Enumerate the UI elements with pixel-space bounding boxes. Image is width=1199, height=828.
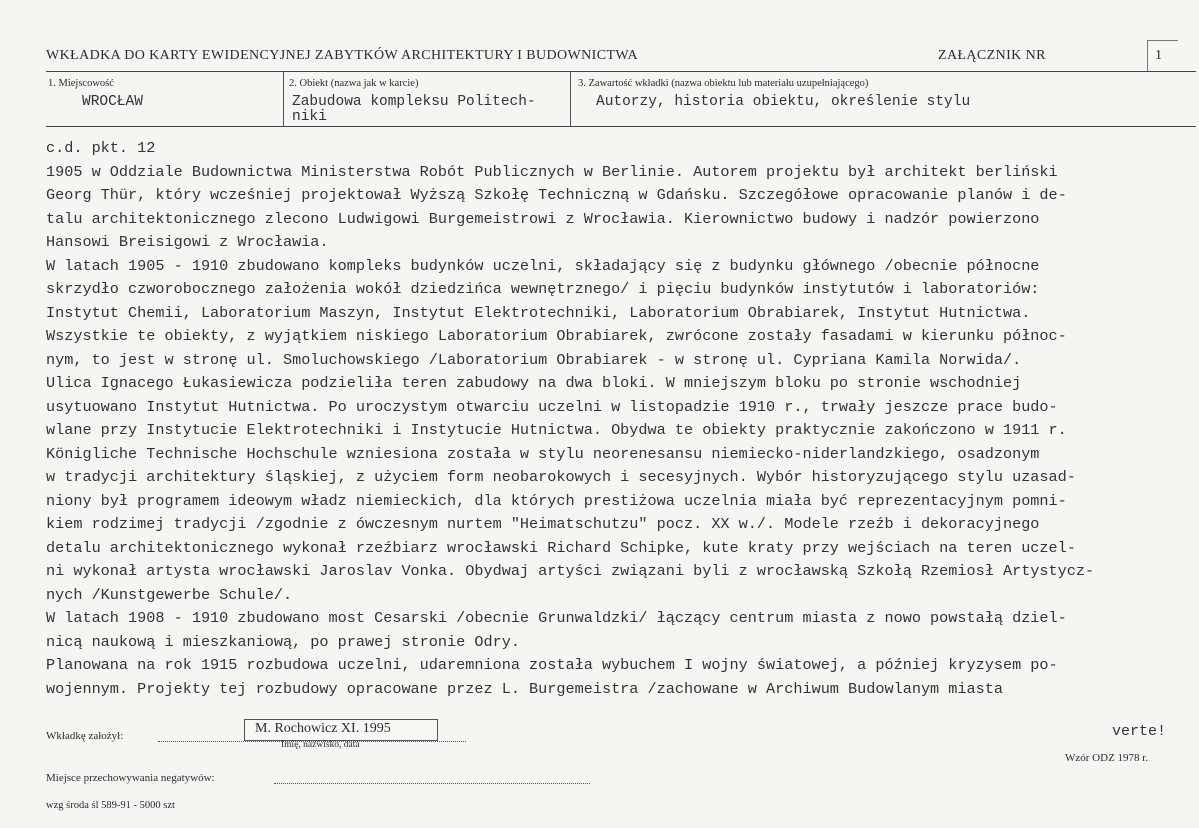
text-line: Hansowi Breisigowi z Wrocławia. <box>46 233 329 251</box>
attachment-number-box <box>1147 40 1178 71</box>
text-line: Ulica Ignacego Łukasiewicza podzieliła teren zabudowy na dwa bloki. W mniejszym bloku po stronie wschodniej <box>46 374 1022 392</box>
text-line: Königliche Technische Hochschule wzniesiona została w stylu neorenesansu niemiecko-niderlandzkiego, osadzonym <box>46 444 1040 463</box>
text-line: wojennym. Projekty tej rozbudowy opracowane przez L. Burgemeistra /zachowane w Archiwum Budowlanym miasta <box>46 679 1003 698</box>
text-line: detalu architektonicznego wykonał rzeźbiarz wrocławski Richard Schipke, kute kraty przy wejściach na teren uczel- <box>46 538 1076 557</box>
print-info: wzg środa śl 589-91 - 5000 szt <box>46 800 175 811</box>
content-label: 3. Zawartość wkładki (nazwa obiektu lub materiału uzupełniającego) <box>578 78 869 89</box>
prepared-by-label: Wkładkę założył: <box>46 730 124 742</box>
text-line: 1905 w Oddziale Budownictwa Ministerstwa Robót Publicznych w Berlinie. Autorem projektu był architekt berliński <box>46 162 1058 181</box>
negatives-location-dotted-line <box>274 783 590 784</box>
text-line: talu architektonicznego zlecono Ludwigowi Burgemeistrowi z Wrocławia. Kierownictwo budowy i nadzór powierzono <box>46 209 1040 228</box>
content-value: Autorzy, historia obiektu, określenie stylu <box>596 94 971 110</box>
text-line: c.d. pkt. 12 <box>46 139 156 157</box>
verte-note: verte! <box>1112 723 1167 740</box>
text-line: usytuowano Instytut Hutnictwa. Po uroczystym otwarciu uczelni w listopadzie 1910 r., trwały jeszcze prace budo- <box>46 397 1058 416</box>
object-value-line2: niki <box>292 109 327 125</box>
object-value-line1: Zabudowa kompleksu Politech- <box>292 94 536 110</box>
text-line: nych /Kunstgewerbe Schule/. <box>46 585 293 604</box>
prepared-by-sublabel: Imię, nazwisko, data <box>281 740 360 750</box>
prepared-by-value: M. Rochowicz XI. 1995 <box>255 721 391 736</box>
locality-label: 1. Miejscowość <box>48 78 114 89</box>
negatives-location-label: Miejsce przechowywania negatywów: <box>46 772 215 784</box>
text-line: wlane przy Instytucie Elektrotechniki i Instytucie Hutnictwa. Obydwa te obiekty praktycznie zakończono w 1911 r. <box>46 421 1067 439</box>
text-line: W latach 1905 - 1910 zbudowano kompleks budynków uczelni, składający się z budynku głównego /obecnie północne <box>46 256 1040 275</box>
text-line: w tradycji architektury śląskiej, z użyciem form neobarokowych i secesyjnych. Wybór historyzującego stylu uzasad- <box>46 468 1076 486</box>
header-divider-1 <box>283 72 284 126</box>
text-line: skrzydło czworobocznego założenia wokół dziedzińca wewnętrznego/ i pięciu budynków instytutów i laboratoriów: <box>46 280 1040 298</box>
text-line: ni wykonał artysta wrocławski Jaroslav Vonka. Obydwaj artyści związani byli z wrocławską Szkołą Rzemiosł Artystycz- <box>46 562 1095 580</box>
text-line: nicą naukową i mieszkaniową, po prawej stronie Odry. <box>46 632 520 651</box>
text-line: niony był programem ideowym władz niemieckich, dla których prestiżowa uczelnia miała być reprezentacyjnym pomni- <box>46 491 1067 510</box>
header-divider-2 <box>570 72 571 126</box>
text-line: W latach 1908 - 1910 zbudowano most Cesarski /obecnie Grunwaldzki/ łączący centrum miasta z nowo powstałą dziel- <box>46 609 1067 627</box>
text-line: Wszystkie te obiekty, z wyjątkiem niskiego Laboratorium Obrabiarek, zwrócone zostały fasadami w kierunku północ- <box>46 327 1067 345</box>
form-title: WKŁADKA DO KARTY EWIDENCYJNEJ ZABYTKÓW ARCHITEKTURY I BUDOWNICTWA <box>46 48 638 63</box>
text-line: nym, to jest w stronę ul. Smoluchowskiego /Laboratorium Obrabiarek - w stronę ul. Cypriana Kamila Norwida/. <box>46 350 1022 369</box>
header-top-rule <box>46 71 1196 72</box>
header-bottom-rule <box>46 126 1196 127</box>
typed-text-body <box>46 137 1196 701</box>
attachment-number: 1 <box>1155 48 1162 63</box>
prepared-by-stamp <box>244 719 438 741</box>
text-line: Georg Thür, który wcześniej projektował Wyższą Szkołę Techniczną w Gdańsku. Szczegółowe opracowanie planów i de- <box>46 186 1067 204</box>
text-line: kiem rodzimej tradycji /zgodnie z ówczesnym nurtem "Heimatschutzu" pocz. XX w./. Modele rzeźb i dekoracyjnego <box>46 515 1040 533</box>
form-model: Wzór ODZ 1978 r. <box>1065 752 1149 764</box>
text-line: Planowana na rok 1915 rozbudowa uczelni, udaremniona została wybuchem I wojny światowej, a później kryzysem po- <box>46 656 1058 674</box>
text-line: Instytut Chemii, Laboratorium Maszyn, Instytut Elektrotechniki, Laboratorium Obrabiarek, Instytut Hutnictwa. <box>46 303 1031 322</box>
object-label: 2. Obiekt (nazwa jak w karcie) <box>289 78 419 89</box>
attachment-label: ZAŁĄCZNIK NR <box>938 48 1046 63</box>
locality-value: WROCŁAW <box>82 94 143 110</box>
